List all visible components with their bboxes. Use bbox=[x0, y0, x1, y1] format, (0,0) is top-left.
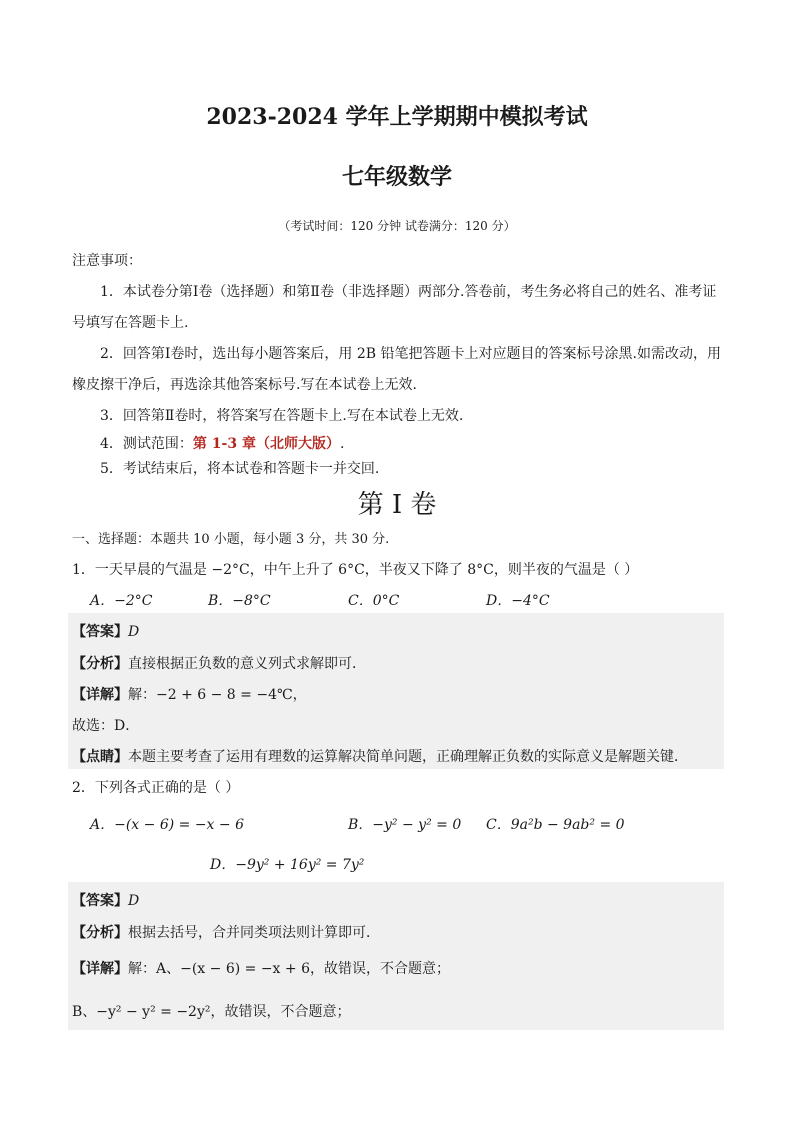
exam-info: （考试时间：120 分钟 试卷满分：120 分） bbox=[278, 219, 516, 233]
q2-answer-box bbox=[68, 882, 724, 914]
detail-label: 【详解】 bbox=[72, 961, 128, 977]
q1-conclusion: 故选：D． bbox=[72, 718, 140, 734]
notice-heading: 注意事项： bbox=[72, 253, 142, 269]
q1-option-b: B．−8°C bbox=[208, 593, 271, 609]
page-title: 2023-2024 学年上学期期中模拟考试 bbox=[206, 104, 588, 130]
notice-item-1-line-2: 号填写在答题卡上. bbox=[72, 315, 189, 331]
notice-item-5: 5．考试结束后，将本试卷和答题卡一并交回. bbox=[100, 461, 380, 477]
notice-item-4-prefix: 4．测试范围： bbox=[100, 436, 193, 452]
answer-value: D bbox=[128, 893, 140, 909]
analysis-label: 【分析】 bbox=[72, 925, 128, 941]
test-scope: 第 1-3 章（北师大版） bbox=[192, 436, 340, 452]
q2-option-c: C．9a²b − 9ab² = 0 bbox=[486, 817, 625, 833]
q2-answer bbox=[72, 890, 139, 910]
q1-option-d: D．−4°C bbox=[486, 593, 550, 609]
page-subtitle: 七年级数学 bbox=[341, 164, 452, 190]
detail-text: 解：−2 + 6 − 8 = −4℃， bbox=[128, 687, 307, 703]
notice-item-3: 3．回答第Ⅱ卷时，将答案写在答题卡上.写在本试卷上无效. bbox=[100, 408, 464, 424]
section-description: 一、选择题：本题共 10 小题，每小题 3 分，共 30 分. bbox=[72, 532, 390, 547]
q1-detail bbox=[72, 684, 307, 704]
section-title: 第 I 卷 bbox=[357, 490, 437, 520]
answer-label: 【答案】 bbox=[72, 624, 128, 640]
q2-analysis bbox=[72, 922, 380, 942]
q2-detail-a bbox=[72, 958, 450, 978]
notice-item-4-suffix: . bbox=[339, 436, 345, 452]
answer-value: D bbox=[128, 624, 140, 640]
q1-answer-box bbox=[68, 613, 724, 645]
q2-detail-b: B、−y² − y² = −2y²，故错误，不合题意； bbox=[72, 1004, 351, 1020]
notice-item-1-line-1: 1．本试卷分第Ⅰ卷（选择题）和第Ⅱ卷（非选择题）两部分.答卷前，考生务必将自己的姓名、准考证 bbox=[100, 284, 717, 300]
notice-item-2-line-2: 橡皮擦干净后，再选涂其他答案标号.写在本试卷上无效. bbox=[72, 377, 417, 393]
q1-stem: 1．一天早晨的气温是 −2°C，中午上升了 6°C，半夜又下降了 8°C，则半夜的气温是（ ） bbox=[72, 562, 639, 578]
analysis-label: 【分析】 bbox=[72, 656, 128, 672]
q2-stem: 2．下列各式正确的是（ ） bbox=[72, 780, 240, 796]
notice-item-2-line-1: 2．回答第Ⅰ卷时，选出每小题答案后，用 2B 铅笔把答题卡上对应题目的答案标号涂黑.如需改动，用 bbox=[100, 346, 721, 362]
q1-answer bbox=[72, 621, 139, 641]
q2-option-d: D．−9y² + 16y² = 7y² bbox=[210, 857, 365, 873]
comment-text: 本题主要考查了运用有理数的运算解决简单问题，正确理解正负数的实际意义是解题关键． bbox=[128, 749, 688, 765]
answer-label: 【答案】 bbox=[72, 893, 128, 909]
detail-label: 【详解】 bbox=[72, 687, 128, 703]
analysis-text: 直接根据正负数的意义列式求解即可． bbox=[128, 656, 366, 672]
q2-option-b: B．−y² − y² = 0 bbox=[348, 817, 462, 833]
q1-comment bbox=[72, 746, 688, 766]
analysis-text: 根据去括号，合并同类项法则计算即可． bbox=[128, 925, 380, 941]
notice-item-4 bbox=[100, 433, 344, 453]
q1-option-a: A．−2°C bbox=[90, 593, 153, 609]
q1-analysis bbox=[72, 653, 366, 673]
detail-text-a: 解：A、−(x − 6) = −x + 6，故错误，不合题意； bbox=[128, 961, 450, 977]
q1-option-c: C．0°C bbox=[348, 593, 400, 609]
q2-option-a: A．−(x − 6) = −x − 6 bbox=[90, 817, 244, 833]
comment-label: 【点睛】 bbox=[72, 749, 128, 765]
